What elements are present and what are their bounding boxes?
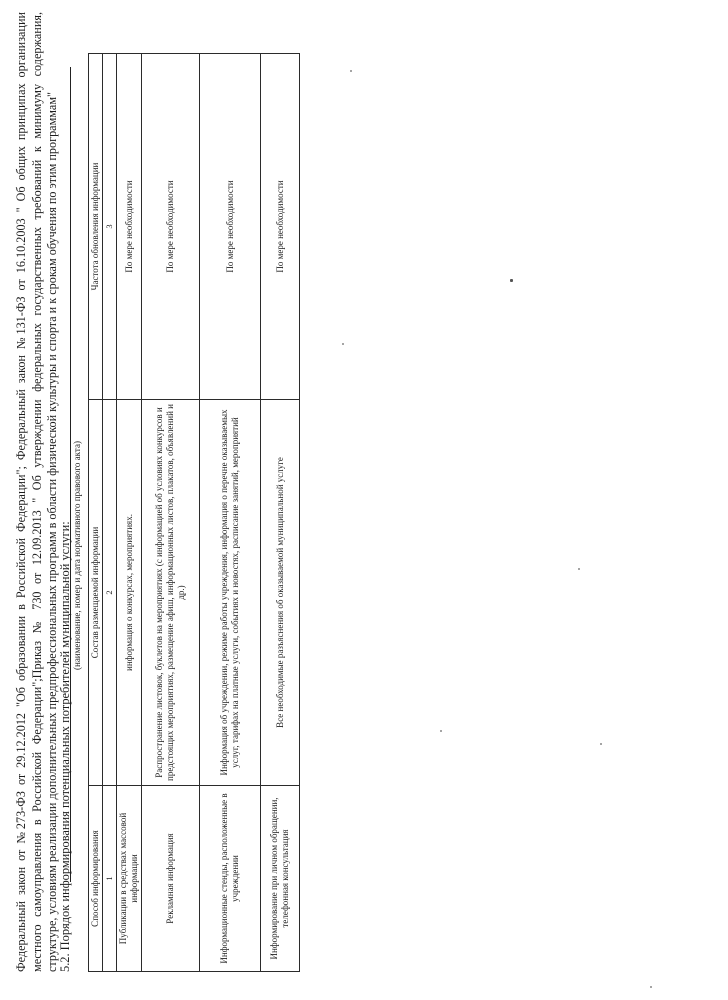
content-cell: информация о конкурсах, мероприятиях.: [117, 400, 142, 786]
table-number-row: [103, 54, 117, 972]
method-cell: Публикации в средствах массовой информации: [117, 786, 142, 972]
table-row: [261, 54, 300, 972]
table-header-row: [89, 54, 103, 972]
scan-speck: [350, 70, 352, 72]
column-number: 2: [103, 400, 117, 786]
section-title: 5.2. Порядок информирования потенциальных потребителей муниципальной услуги:: [58, 521, 72, 972]
legal-basis-line-3: структуре, условиям реализации дополнительных предпрофессиональных программ в области физической культуры и спорта и к срокам обучения по этим программам": [45, 91, 59, 972]
informing-table: [88, 53, 300, 972]
column-number: 1: [103, 786, 117, 972]
legal-basis-line-1: Федеральный закон от №273-ФЗ от 29.12.2012 "Об образовании в Российской Федерации"; Федеральный закон №131-ФЗ от 16.10.2003 " Об общих принципах организации: [14, 12, 28, 972]
header-frequency: Частота обновления информации: [89, 54, 103, 400]
method-cell: Информирование при личном обращении, телефонная консультация: [261, 786, 300, 972]
section-underline: [70, 67, 71, 882]
scan-speck: [650, 986, 652, 988]
column-number: 3: [103, 54, 117, 400]
scan-speck: [510, 279, 513, 282]
method-cell: Информационные стенды, расположенные в учреждении: [200, 786, 261, 972]
frequency-cell: По мере необходимости: [142, 54, 200, 400]
frequency-cell: По мере необходимости: [200, 54, 261, 400]
scan-speck: [600, 743, 602, 745]
legal-basis-line-2: местного самоуправления в Российской Федерации";Приказ № 730 от 12.09.2013 " Об утверждении федеральных государственных требований к минимуму содержания,: [29, 12, 44, 972]
content-cell: Распространение листовок, буклетов на мероприятиях (с информацией об условиях конкурсов и предстоящих мероприятиях, размещение афиш, информационных листов, плакатов, объявлений и др.): [142, 400, 200, 786]
frequency-cell: По мере необходимости: [261, 54, 300, 400]
scan-speck: [342, 343, 344, 345]
scan-speck: [440, 730, 442, 732]
legal-basis-paragraph: [14, 12, 61, 972]
content-cell: Все необходимые разъяснения об оказываемой муниципальной услуге: [261, 400, 300, 786]
section-subtitle: (наименование, номер и дата нормативного правового акта): [72, 441, 82, 670]
header-method: Способ информирования: [89, 786, 103, 972]
table-row: [142, 54, 200, 972]
content-cell: Информация об учреждении, режиме работы учреждения, информация о перечне оказываемых услуг, тарифах на платные услуги, событиях и новостях, расписание занятий, мероприятий: [200, 400, 261, 786]
method-cell: Рекламная информация: [142, 786, 200, 972]
header-content: Состав размещаемой информации: [89, 400, 103, 786]
frequency-cell: По мере необходимости: [117, 54, 142, 400]
table-row: [200, 54, 261, 972]
table-row: [117, 54, 142, 972]
scan-speck: [578, 568, 580, 570]
